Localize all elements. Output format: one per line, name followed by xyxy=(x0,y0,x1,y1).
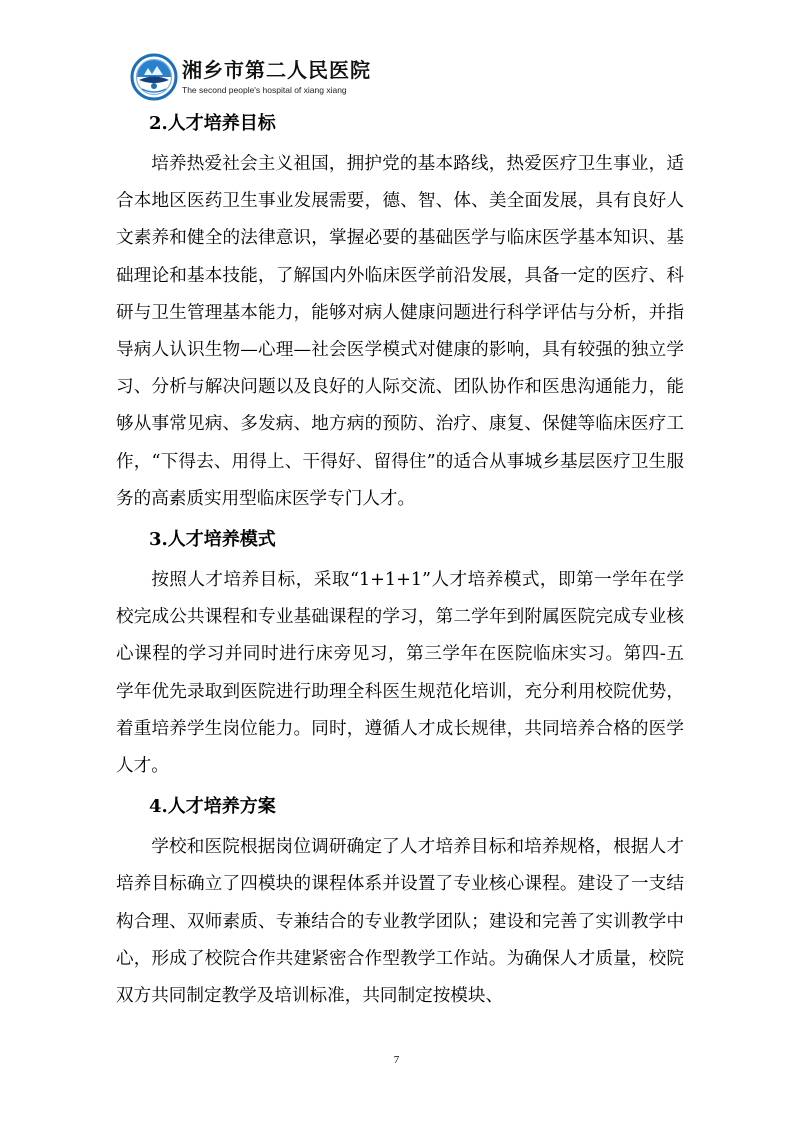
document-body xyxy=(116,102,684,1015)
hospital-logo-icon xyxy=(130,53,178,101)
hospital-name-block xyxy=(182,58,371,96)
section-title: 3.人才培养模式 xyxy=(149,529,276,551)
document-header xyxy=(130,46,371,108)
section-talent-goal xyxy=(116,102,684,518)
hospital-name-en: The second people's hospital of xiang xiang xyxy=(182,85,347,95)
section-title: 4.人才培养方案 xyxy=(149,796,276,818)
hospital-name-cn: 湘乡市第二人民医院 xyxy=(182,58,371,82)
section-title: 2.人才培养目标 xyxy=(149,113,276,134)
section-training-mode xyxy=(116,518,684,785)
section-paragraph: 培养热爱社会主义祖国，拥护党的基本路线，热爱医疗卫生事业，适合本地区医药卫生事业发展需要，德、智、体、美全面发展，具有良好人文素养和健全的法律意识，掌握必要的基础医学与临床医学基本知识、基础理论和基本技能，了解国内外临床医学前沿发展，具备一定的医疗、科研与卫生管理基本能力，能够对病人健康问题进行科学评估与分析，并指导病人认识生物—心理—社会医学模式对健康的影响，具有较强的独立学习、分析与解决问题以及良好的人际交流、团队协作和医患沟通能力，能够从事常见病、多发病、地方病的预防、治疗、康复、保健等临床医疗工作，“下得去、用得上、干得好、留得住”的适合从事城乡基层医疗卫生服务的高素质实用型临床医学专门人才。 xyxy=(116,154,684,509)
section-paragraph: 学校和医院根据岗位调研确定了人才培养目标和培养规格，根据人才培养目标确立了四模块的课程体系并设置了专业核心课程。建设了一支结构合理、双师素质、专兼结合的专业教学团队；建设和完善了实训教学中心，形成了校院合作共建紧密合作型教学工作站。为确保人才质量，校院双方共同制定教学及培训标准，共同制定按模块、 xyxy=(116,837,684,1007)
page-number: 7 xyxy=(393,1054,400,1066)
section-paragraph: 按照人才培养目标，采取“1+1+1”人才培养模式，即第一学年在学校完成公共课程和专业基础课程的学习，第二学年到附属医院完成专业核心课程的学习并同时进行床旁见习，第三学年在医院临床实习。第四-五学年优先录取到医院进行助理全科医生规范化培训，充分利用校院优势，着重培养学生岗位能力。同时，遵循人才成长规律，共同培养合格的医学人才。 xyxy=(116,570,684,777)
section-training-plan xyxy=(116,785,684,1015)
